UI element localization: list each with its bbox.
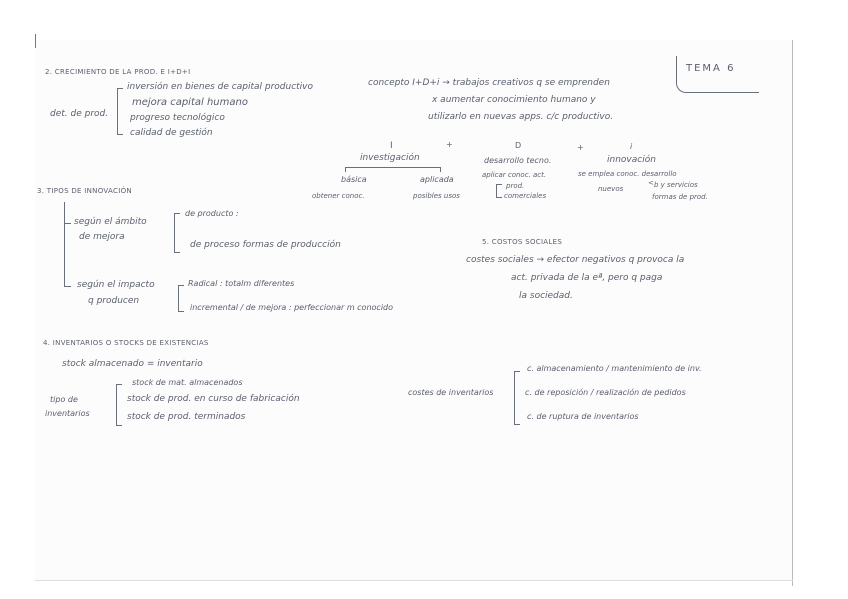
split-tick-right <box>440 167 441 172</box>
group1-bracket <box>174 213 180 253</box>
group1-line-1: según el ámbito <box>74 217 147 227</box>
sec2-bracket <box>117 88 123 135</box>
sec2-item-1: inversión en bienes de capital productivo <box>127 82 314 92</box>
tipos-bracket <box>116 384 122 426</box>
basica-label: básica <box>341 175 367 184</box>
formas-prod: formas de prod. <box>652 193 708 201</box>
sec2-item-3: progreso tecnológico <box>130 113 225 123</box>
coste-item-1: c. almacenamiento / mantenimiento de inv. <box>527 364 702 373</box>
tipo-label-1: tipo de <box>50 395 78 404</box>
concepto-line-3: utilizarlo en nuevas apps. c/c productivo. <box>428 112 614 122</box>
coste-item-3: c. de ruptura de inventarios <box>527 412 639 421</box>
de-producto: de producto : <box>185 209 239 218</box>
sec2-heading: 2. CRECIMIENTO DE LA PROD. E I+D+I <box>45 68 191 76</box>
group2-line-2: q producen <box>88 296 140 306</box>
sec2-item-4: calidad de gestión <box>130 128 213 138</box>
investigacion-label: investigación <box>360 153 420 163</box>
incremental-label: incremental / de mejora : perfeccionar m conocido <box>190 303 394 312</box>
innovacion-label: innovación <box>607 155 656 165</box>
stock-line: stock almacenado = inventario <box>62 359 203 369</box>
sec2-item-2: mejora capital humano <box>132 97 248 108</box>
tipo-item-1: stock de mat. almacenados <box>132 378 243 387</box>
obtener-conoc: obtener conoc. <box>312 192 365 200</box>
group2-line-1: según el impacto <box>77 280 155 290</box>
bys-label: b y servicios <box>654 181 698 189</box>
letter-d: D <box>515 141 522 150</box>
sec3-vertical-line <box>64 202 65 287</box>
sec4-heading: 4. INVENTARIOS O STOCKS DE EXISTENCIAS <box>43 339 209 347</box>
tema-title: TEMA 6 <box>686 63 736 74</box>
letter-i: I <box>390 141 393 151</box>
nuevos-label: nuevos <box>598 185 624 193</box>
tipo-item-3: stock de prod. terminados <box>127 412 246 422</box>
page-edge-left <box>35 34 36 48</box>
aplicada-label: aplicada <box>420 175 454 184</box>
sec2-label: det. de prod. <box>50 109 109 119</box>
tipo-item-2: stock de prod. en curso de fabricación <box>127 394 300 404</box>
sec5-heading: 5. COSTOS SOCIALES <box>482 238 563 246</box>
tipo-label-2: inventarios <box>45 409 90 418</box>
costes-label: costes de inventarios <box>408 388 494 397</box>
aplicar-conoc: aplicar conoc. act. <box>482 171 547 179</box>
concepto-line-2: x aumentar conocimiento humano y <box>432 95 596 105</box>
coste-item-2: c. de reposición / realización de pedidos <box>525 388 686 397</box>
plus-2: + <box>577 143 584 152</box>
sec3-arrow-2 <box>64 286 71 287</box>
letter-i-small: i <box>630 142 633 151</box>
group1-line-2: de mejora <box>79 232 125 242</box>
investigacion-split-line <box>345 167 441 168</box>
posibles-usos: posibles usos <box>413 192 460 200</box>
split-tick-left <box>345 167 346 172</box>
sec3-arrow-1 <box>64 223 71 224</box>
emplea-conoc: se emplea conoc. desarrollo <box>578 170 677 178</box>
costes-bracket <box>514 371 520 425</box>
prod-bracket <box>496 184 502 198</box>
desarrollo-label: desarrollo tecno. <box>484 156 552 165</box>
plus-1: + <box>446 140 453 149</box>
sec3-heading: 3. TIPOS DE INNOVACIÓN <box>37 187 132 195</box>
sec5-line-2: act. privada de la eª, pero q paga <box>511 273 663 283</box>
angle-bracket: < <box>648 179 654 187</box>
de-proceso: de proceso formas de producción <box>190 240 341 250</box>
group2-bracket <box>178 285 184 312</box>
concepto-line-1: concepto I+D+i → trabajos creativos q se emprenden <box>368 78 610 88</box>
tema-box <box>676 56 759 93</box>
radical-label: Radical : totalm diferentes <box>188 279 295 288</box>
prod-label: prod. <box>506 182 525 190</box>
page-edge-bottom <box>35 580 793 581</box>
sec5-line-3: la sociedad. <box>519 291 573 301</box>
comerciales-label: comerciales <box>504 192 547 200</box>
sec5-line-1: costes sociales → efector negativos q provoca la <box>466 255 685 265</box>
page-edge-right <box>792 40 793 586</box>
